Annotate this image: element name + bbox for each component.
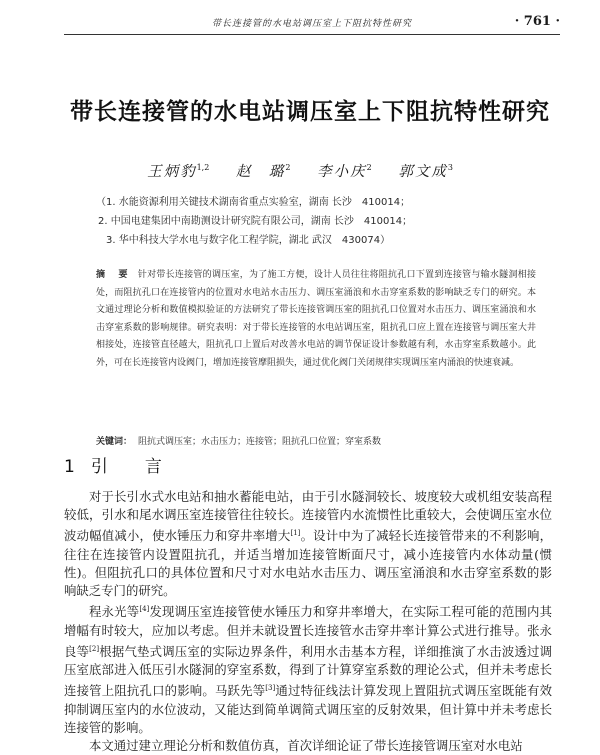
author-name: 郭文成 — [398, 164, 448, 180]
running-header-title: 带长连接管的水电站调压室上下阻抗特性研究 — [211, 19, 412, 29]
paragraph-text: 对于长引水式水电站和抽水蓄能电站，由于引水隧洞较长、坡度较大或机组安装高程较低，引水和尾水调压室连接管往往较长。连接管内水流惯性比重较大，会使调压室水位波动幅值减小，使水锤压力和穿井率增大 — [64, 489, 552, 544]
author-affil-sup: 3 — [447, 163, 453, 173]
author-name: 李小庆 — [317, 164, 367, 180]
paragraph — [64, 737, 552, 755]
citation: [3] — [265, 684, 276, 693]
author-name: 赵 璐 — [235, 164, 286, 180]
author-affil-sup: 2 — [366, 163, 372, 173]
paragraph — [64, 600, 552, 737]
author-affil-sup: 2 — [285, 163, 291, 173]
author-name: 王炳豹 — [147, 164, 197, 180]
page-number: · 761 · — [514, 14, 560, 29]
paragraph-text: 本文通过建立理论分析和数值仿真，首次详细论证了带长连接管调压室对水电站 — [89, 738, 523, 754]
author — [317, 164, 372, 180]
citation: [4] — [139, 605, 150, 614]
keywords-text: 阻抗式调压室；水击压力；连接管；阻抗孔口位置；穿室系数 — [138, 437, 382, 447]
paragraph-text: 。设计中为了减轻长连接管带来的不利影响，往往在连接管内设置阻抗孔，并适当增加连接管断面尺寸，减小连接管内水体动量(惯性)。但阻抗孔口的具体位置和尺寸对水电站水击压力、调压室涌浪和水击穿室系数的影响缺乏专门的研究。 — [64, 528, 553, 599]
section-number: 1 — [64, 457, 75, 477]
body-text — [64, 488, 552, 755]
affiliation-line: 3. 华中科技大学水电与数字化工程学院，湖北 武汉 430074） — [106, 235, 391, 246]
author-list — [0, 160, 600, 181]
abstract — [96, 267, 536, 373]
author-affil-sup: 1,2 — [196, 163, 210, 173]
author — [147, 164, 209, 180]
keywords — [96, 434, 536, 450]
paper-title: 带长连接管的水电站调压室上下阻抗特性研究 — [70, 99, 550, 125]
author — [398, 164, 453, 180]
author — [236, 164, 291, 180]
affiliation-line: （1. 水能资源利用关键技术湖南省重点实验室，湖南 长沙 410014； — [96, 197, 411, 208]
paragraph-text: 发现调压室连接管使水锤压力和穿井率增大，在实际工程可能的范围内其增幅有时较大，应加以考虑。但并未就设置长连接管水击穿井率计算公式进行推导。张永良等 — [64, 604, 553, 659]
paragraph-text: 根据气垫式调压室的实际边界条件，利用水击基本方程，详细推演了水击波透过调压室底部进入低压引水隧洞的穿室系数，得到了计算穿室系数的理论公式，但并未考虑长连接管上阻抗孔口的影响。马跃先等 — [64, 644, 553, 699]
citation: [1] — [290, 529, 301, 538]
paragraph — [64, 488, 552, 600]
affiliations — [96, 193, 556, 250]
section-title: 引 言 — [90, 457, 172, 477]
section-heading — [64, 452, 172, 477]
paragraph-text: 程永光等 — [89, 604, 140, 620]
keywords-label: 关键词： — [96, 437, 133, 447]
citation: [2] — [89, 644, 100, 653]
abstract-label: 摘 要 — [96, 270, 130, 280]
paragraph-text: 通过特征线法计算发现上置阻抗式调压室既能有效抑制调压室内的水位波动，又能达到简单调简式调压室的反射效果，但计算中并未考虑长连接管的影响。 — [64, 683, 553, 735]
running-header — [64, 14, 560, 35]
affiliation-line: 2. 中国电建集团中南勘测设计研究院有限公司，湖南 长沙 410014； — [98, 216, 413, 227]
abstract-text: 针对带长连接管的调压室，为了施工方便，设计人员往往将阻抗孔口下置到连接管与输水隧洞相接处，而阻抗孔口在连接管内的位置对水电站水击压力、调压室涌浪和水击穿室系数的影响缺乏专门的研究。本文通过理论分析和数值模拟验证的方法研究了带长连接管调压室的阻抗孔口位置对水击压力、调压室涌浪和水击穿室系数的影响规律。研究表明：对于带长连接管的水电站调压室，阻抗孔口应上置在连接管与调压室大井相接处，连接管直径越大，阻抗孔口上置后对改善水电站的调节保证设计参数越有利，水击穿室系数越小。此外，可在长连接管内设阀门，增加连接管摩阻损失，通过优化阀门关闭规律实现调压室内涌浪的快速衰减。 — [96, 270, 536, 368]
